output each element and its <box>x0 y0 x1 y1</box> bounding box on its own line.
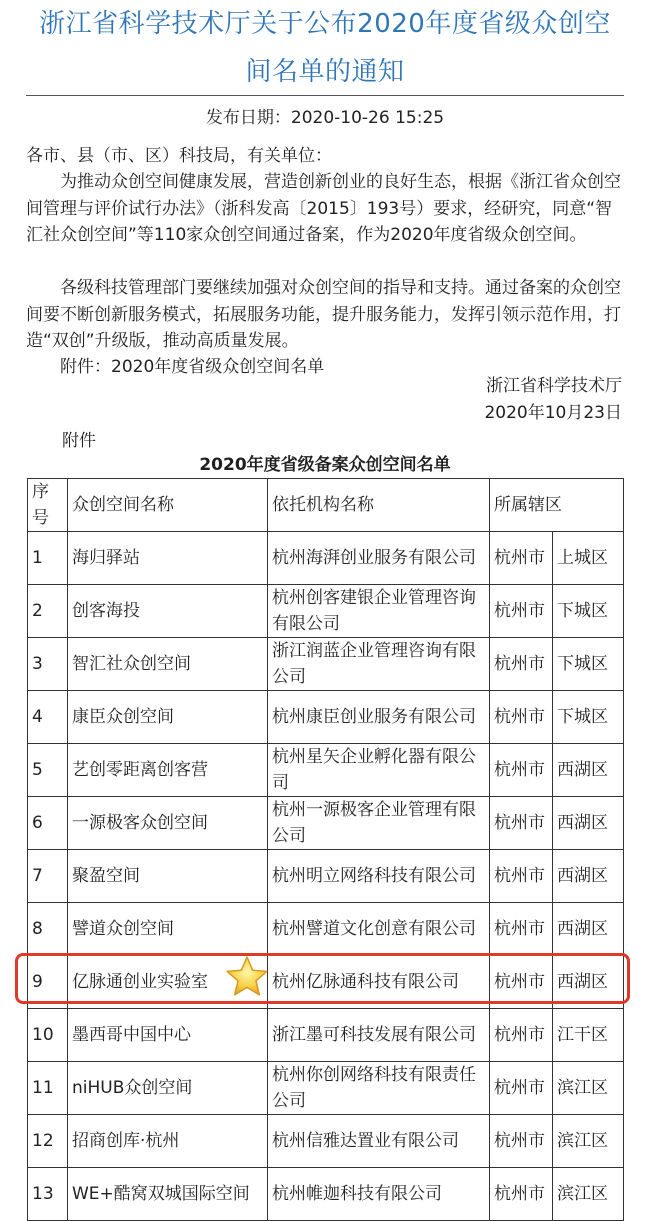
table-row <box>28 691 624 744</box>
cell-city: 杭州市 <box>490 903 553 956</box>
salutation: 各市、县（市、区）科技局，有关单位： <box>26 146 332 166</box>
cell-no: 5 <box>28 744 68 797</box>
cell-space-name: WE+酷窝双城国际空间 <box>68 1168 268 1221</box>
cell-no: 9 <box>28 956 68 1009</box>
table-row <box>28 850 624 903</box>
cell-space-name: 墨西哥中国中心 <box>68 1009 268 1062</box>
signature-date: 2020年10月23日 <box>484 403 622 423</box>
table-title: 2020年度省级备案众创空间名单 <box>199 455 451 475</box>
cell-org-name: 杭州星矢企业孵化器有限公司 <box>268 744 490 797</box>
cell-district: 滨江区 <box>553 1062 624 1115</box>
paragraph-2: 各级科技管理部门要继续加强对众创空间的指导和支持。通过备案的众创空间要不断创新服务模式，拓展服务功能，提升服务能力，发挥引领示范作用，打造“双创”升级版，推动高质量发展。 <box>26 278 621 351</box>
cell-no: 10 <box>28 1009 68 1062</box>
cell-city: 杭州市 <box>490 1115 553 1168</box>
cell-district: 西湖区 <box>553 903 624 956</box>
cell-city: 杭州市 <box>490 638 553 691</box>
table-row <box>28 585 624 638</box>
cell-org-name: 杭州一源极客企业管理有限公司 <box>268 797 490 850</box>
cell-org-name: 杭州帷迦科技有限公司 <box>268 1168 490 1221</box>
page-title <box>20 0 630 96</box>
header-org: 依托机构名称 <box>268 479 490 532</box>
cell-no: 11 <box>28 1062 68 1115</box>
cell-district: 下城区 <box>553 585 624 638</box>
cell-no: 3 <box>28 638 68 691</box>
cell-space-name: 海归驿站 <box>68 532 268 585</box>
cell-space-name: niHUB众创空间 <box>68 1062 268 1115</box>
cell-district: 滨江区 <box>553 1168 624 1221</box>
cell-city: 杭州市 <box>490 532 553 585</box>
publish-date: 发布日期：2020-10-26 15:25 <box>205 108 445 128</box>
cell-district: 滨江区 <box>553 1115 624 1168</box>
cell-org-name: 杭州亿脉通科技有限公司 <box>268 956 490 1009</box>
cell-space-name: 创客海投 <box>68 585 268 638</box>
cell-city: 杭州市 <box>490 744 553 797</box>
cell-no: 2 <box>28 585 68 638</box>
header-region: 所属辖区 <box>490 479 624 532</box>
title-divider <box>26 95 624 96</box>
cell-no: 6 <box>28 797 68 850</box>
cell-city: 杭州市 <box>490 1009 553 1062</box>
header-name: 众创空间名称 <box>68 479 268 532</box>
cell-city: 杭州市 <box>490 850 553 903</box>
cell-org-name: 杭州康臣创业服务有限公司 <box>268 691 490 744</box>
cell-district: 西湖区 <box>553 797 624 850</box>
signature-org: 浙江省科学技术厅 <box>486 376 622 396</box>
title-line-1: 浙江省科学技术厅关于公布2020年度省级众创空 <box>39 9 611 39</box>
cell-district: 下城区 <box>553 691 624 744</box>
maker-space-table <box>27 478 624 1221</box>
cell-space-name: 亿脉通创业实验室 <box>68 956 268 1009</box>
title-line-2: 间名单的通知 <box>245 57 405 87</box>
cell-city: 杭州市 <box>490 691 553 744</box>
cell-space-name: 一源极客众创空间 <box>68 797 268 850</box>
cell-no: 13 <box>28 1168 68 1221</box>
cell-no: 7 <box>28 850 68 903</box>
star-icon <box>224 954 270 1000</box>
table-row <box>28 1062 624 1115</box>
table-row <box>28 1168 624 1221</box>
table-row <box>28 797 624 850</box>
cell-space-name: 智汇社众创空间 <box>68 638 268 691</box>
cell-org-name: 杭州明立网络科技有限公司 <box>268 850 490 903</box>
table-row <box>28 744 624 797</box>
cell-no: 4 <box>28 691 68 744</box>
cell-space-name: 艺创零距离创客营 <box>68 744 268 797</box>
cell-org-name: 杭州譬道文化创意有限公司 <box>268 903 490 956</box>
cell-space-name: 譬道众创空间 <box>68 903 268 956</box>
cell-district: 西湖区 <box>553 956 624 1009</box>
table-header-row <box>28 479 624 532</box>
cell-no: 8 <box>28 903 68 956</box>
table-row <box>28 638 624 691</box>
cell-org-name: 杭州信雅达置业有限公司 <box>268 1115 490 1168</box>
paragraph-1: 为推动众创空间健康发展，营造创新创业的良好生态，根据《浙江省众创空间管理与评价试行办法》（浙科发高〔2015〕193号）要求，经研究，同意“智汇社众创空间”等110家众创空间通过备案，作为2020年度省级众创空间。 <box>26 172 621 245</box>
cell-space-name: 招商创库·杭州 <box>68 1115 268 1168</box>
cell-city: 杭州市 <box>490 797 553 850</box>
table-row <box>28 903 624 956</box>
table-row <box>28 956 624 1009</box>
attachment-label: 附件 <box>62 431 96 451</box>
cell-org-name: 杭州你创网络科技有限责任公司 <box>268 1062 490 1115</box>
cell-city: 杭州市 <box>490 956 553 1009</box>
cell-space-name: 聚盈空间 <box>68 850 268 903</box>
cell-district: 西湖区 <box>553 744 624 797</box>
attachment-line: 附件：2020年度省级众创空间名单 <box>60 357 325 377</box>
cell-district: 江干区 <box>553 1009 624 1062</box>
table-row <box>28 1009 624 1062</box>
cell-city: 杭州市 <box>490 585 553 638</box>
cell-district: 上城区 <box>553 532 624 585</box>
cell-city: 杭州市 <box>490 1168 553 1221</box>
header-no: 序号 <box>28 479 68 532</box>
cell-district: 下城区 <box>553 638 624 691</box>
cell-org-name: 浙江墨可科技发展有限公司 <box>268 1009 490 1062</box>
cell-no: 1 <box>28 532 68 585</box>
table-row <box>28 532 624 585</box>
table-row <box>28 1115 624 1168</box>
cell-org-name: 杭州创客建银企业管理咨询有限公司 <box>268 585 490 638</box>
cell-city: 杭州市 <box>490 1062 553 1115</box>
cell-space-name: 康臣众创空间 <box>68 691 268 744</box>
cell-org-name: 杭州海湃创业服务有限公司 <box>268 532 490 585</box>
cell-district: 西湖区 <box>553 850 624 903</box>
cell-no: 12 <box>28 1115 68 1168</box>
cell-org-name: 浙江润蓝企业管理咨询有限公司 <box>268 638 490 691</box>
